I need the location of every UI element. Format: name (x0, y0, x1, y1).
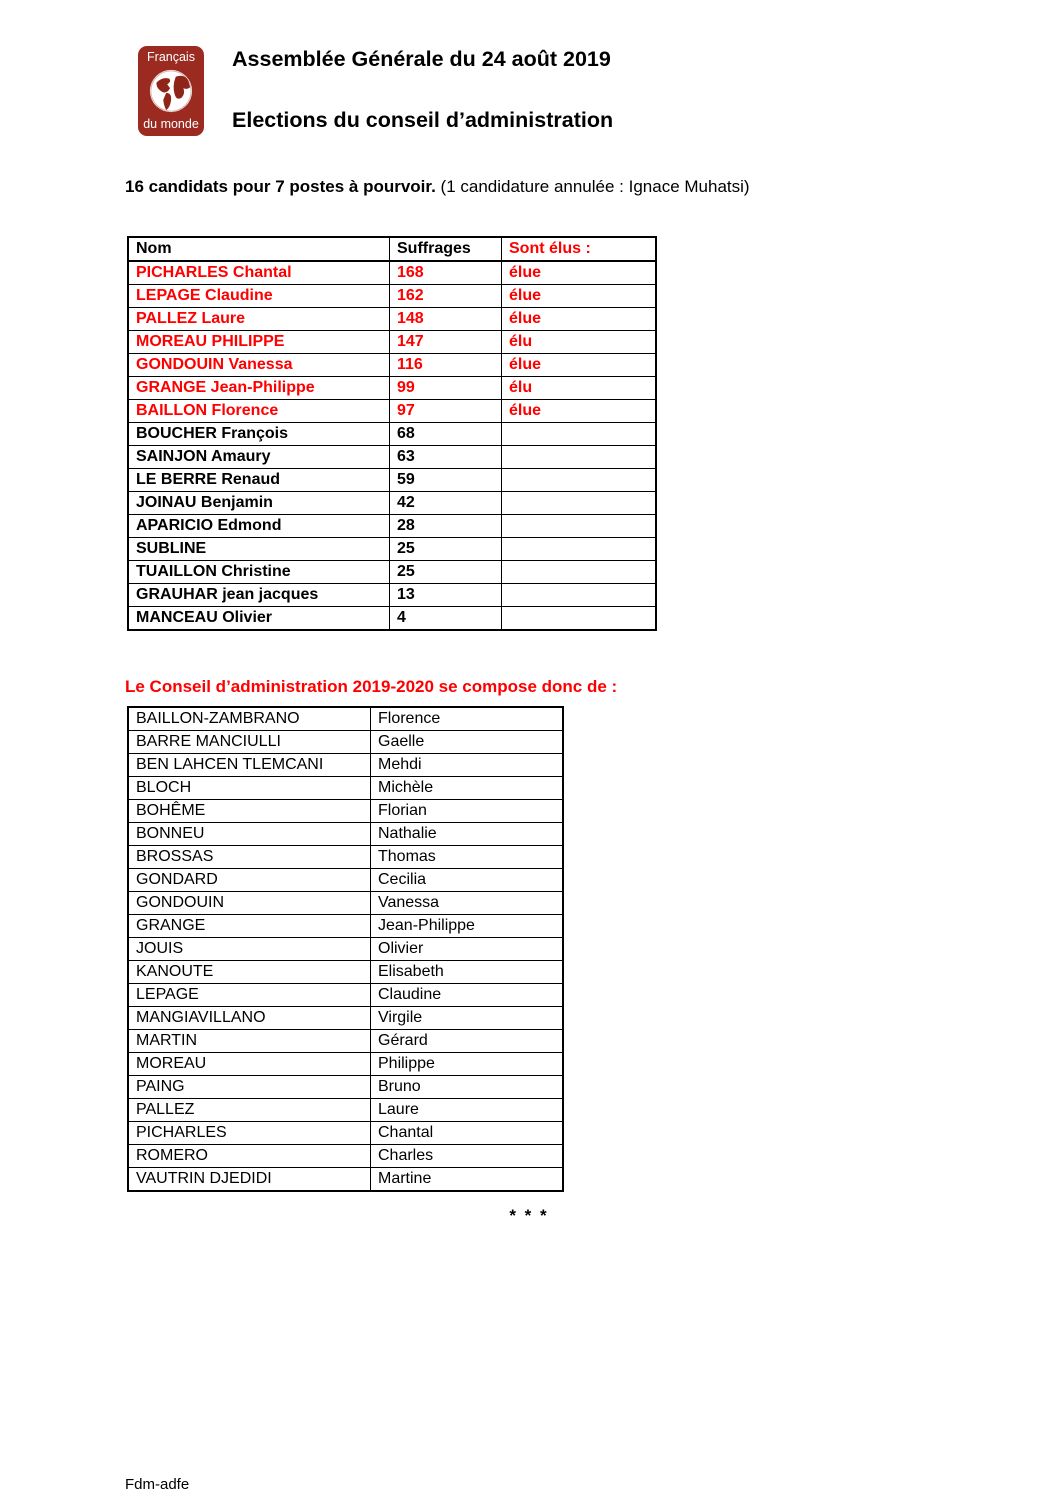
cell-votes: 25 (390, 561, 502, 584)
results-row (128, 469, 656, 492)
cell-status: élue (502, 308, 657, 331)
cell-lastname: KANOUTE (128, 961, 371, 984)
results-row (128, 285, 656, 308)
cell-votes: 59 (390, 469, 502, 492)
cell-votes: 116 (390, 354, 502, 377)
cell-firstname: Claudine (371, 984, 564, 1007)
cell-lastname: LEPAGE (128, 984, 371, 1007)
cell-status (502, 469, 657, 492)
cell-firstname: Elisabeth (371, 961, 564, 984)
cell-firstname: Gaelle (371, 731, 564, 754)
cell-lastname: MARTIN (128, 1030, 371, 1053)
results-row (128, 354, 656, 377)
results-row (128, 308, 656, 331)
results-row (128, 607, 656, 631)
cell-firstname: Jean-Philippe (371, 915, 564, 938)
logo-text-bottom: du monde (143, 117, 199, 131)
council-row (128, 1122, 563, 1145)
cell-lastname: BARRE MANCIULLI (128, 731, 371, 754)
cell-status (502, 584, 657, 607)
cell-votes: 42 (390, 492, 502, 515)
cell-firstname: Martine (371, 1168, 564, 1192)
header-sont-elus: Sont élus : (502, 237, 657, 261)
cell-firstname: Michèle (371, 777, 564, 800)
cell-firstname: Thomas (371, 846, 564, 869)
cell-votes: 99 (390, 377, 502, 400)
cell-name: SUBLINE (128, 538, 390, 561)
council-row (128, 938, 563, 961)
cell-firstname: Laure (371, 1099, 564, 1122)
cell-status: élu (502, 331, 657, 354)
cell-firstname: Vanessa (371, 892, 564, 915)
cell-lastname: BLOCH (128, 777, 371, 800)
cell-status: élu (502, 377, 657, 400)
cell-votes: 97 (390, 400, 502, 423)
cell-firstname: Philippe (371, 1053, 564, 1076)
cell-votes: 13 (390, 584, 502, 607)
cell-lastname: BEN LAHCEN TLEMCANI (128, 754, 371, 777)
results-row (128, 377, 656, 400)
cell-name: GRAUHAR jean jacques (128, 584, 390, 607)
council-row (128, 1053, 563, 1076)
cell-votes: 168 (390, 261, 502, 285)
council-row (128, 800, 563, 823)
results-row (128, 515, 656, 538)
cell-votes: 4 (390, 607, 502, 631)
results-row (128, 561, 656, 584)
cell-status (502, 423, 657, 446)
cell-firstname: Virgile (371, 1007, 564, 1030)
cell-name: APARICIO Edmond (128, 515, 390, 538)
cell-lastname: BOHÊME (128, 800, 371, 823)
cell-votes: 28 (390, 515, 502, 538)
francais-du-monde-logo (138, 46, 204, 136)
cell-name: GRANGE Jean-Philippe (128, 377, 390, 400)
results-row (128, 538, 656, 561)
council-row (128, 1145, 563, 1168)
results-row (128, 423, 656, 446)
results-table (127, 236, 657, 631)
cell-name: PICHARLES Chantal (128, 261, 390, 285)
council-row (128, 846, 563, 869)
results-header-row (128, 237, 656, 261)
cell-status: élue (502, 400, 657, 423)
results-row (128, 331, 656, 354)
cell-votes: 147 (390, 331, 502, 354)
council-row (128, 823, 563, 846)
cell-firstname: Gérard (371, 1030, 564, 1053)
page-title: Assemblée Générale du 24 août 2019 (232, 47, 611, 71)
cell-name: JOINAU Benjamin (128, 492, 390, 515)
cell-name: MANCEAU Olivier (128, 607, 390, 631)
intro-bold: 16 candidats pour 7 postes à pourvoir. (125, 177, 436, 196)
cell-status: élue (502, 354, 657, 377)
cell-firstname: Florence (371, 707, 564, 731)
cell-votes: 162 (390, 285, 502, 308)
cell-name: PALLEZ Laure (128, 308, 390, 331)
cell-status: élue (502, 285, 657, 308)
separator-asterisks: * * * (509, 1206, 549, 1225)
cell-firstname: Bruno (371, 1076, 564, 1099)
title-block (232, 46, 613, 136)
cell-name: SAINJON Amaury (128, 446, 390, 469)
cell-status (502, 561, 657, 584)
results-row (128, 584, 656, 607)
cell-lastname: BAILLON-ZAMBRANO (128, 707, 371, 731)
cell-name: LEPAGE Claudine (128, 285, 390, 308)
cell-firstname: Charles (371, 1145, 564, 1168)
page-subtitle: Elections du conseil d’administration (232, 108, 614, 132)
cell-name: LE BERRE Renaud (128, 469, 390, 492)
cell-lastname: GONDARD (128, 869, 371, 892)
cell-name: TUAILLON Christine (128, 561, 390, 584)
cell-lastname: BROSSAS (128, 846, 371, 869)
header-suffrages: Suffrages (390, 237, 502, 261)
cell-lastname: BONNEU (128, 823, 371, 846)
cell-lastname: PALLEZ (128, 1099, 371, 1122)
cell-name: GONDOUIN Vanessa (128, 354, 390, 377)
document-header (138, 46, 1058, 136)
cell-status (502, 492, 657, 515)
cell-votes: 148 (390, 308, 502, 331)
globe-icon (148, 68, 194, 114)
cell-firstname: Chantal (371, 1122, 564, 1145)
council-row (128, 1168, 563, 1192)
council-row (128, 1030, 563, 1053)
cell-firstname: Cecilia (371, 869, 564, 892)
cell-firstname: Florian (371, 800, 564, 823)
council-row (128, 869, 563, 892)
footer-text: Fdm-adfe (125, 1476, 190, 1493)
cell-lastname: MOREAU (128, 1053, 371, 1076)
cell-lastname: MANGIAVILLANO (128, 1007, 371, 1030)
cell-status (502, 538, 657, 561)
council-row (128, 707, 563, 731)
cell-status: élue (502, 261, 657, 285)
cell-lastname: GRANGE (128, 915, 371, 938)
header-nom: Nom (128, 237, 390, 261)
council-table (127, 706, 564, 1192)
council-row (128, 777, 563, 800)
cell-lastname: JOUIS (128, 938, 371, 961)
council-row (128, 1007, 563, 1030)
logo-text-top: Français (147, 50, 195, 64)
council-row (128, 1099, 563, 1122)
cell-lastname: ROMERO (128, 1145, 371, 1168)
council-row (128, 892, 563, 915)
cell-votes: 63 (390, 446, 502, 469)
council-row (128, 961, 563, 984)
cell-name: BAILLON Florence (128, 400, 390, 423)
cell-lastname: VAUTRIN DJEDIDI (128, 1168, 371, 1192)
council-row (128, 984, 563, 1007)
council-row (128, 731, 563, 754)
council-row (128, 915, 563, 938)
results-row (128, 446, 656, 469)
cell-firstname: Mehdi (371, 754, 564, 777)
cell-lastname: PAING (128, 1076, 371, 1099)
results-row (128, 492, 656, 515)
council-row (128, 754, 563, 777)
document-page (0, 46, 1058, 1497)
cell-votes: 68 (390, 423, 502, 446)
cell-name: BOUCHER François (128, 423, 390, 446)
intro-regular: (1 candidature annulée : Ignace Muhatsi) (435, 177, 750, 196)
council-row (128, 1076, 563, 1099)
cell-name: MOREAU PHILIPPE (128, 331, 390, 354)
cell-lastname: GONDOUIN (128, 892, 371, 915)
cell-lastname: PICHARLES (128, 1122, 371, 1145)
cell-status (502, 515, 657, 538)
cell-firstname: Nathalie (371, 823, 564, 846)
results-row (128, 261, 656, 285)
cell-votes: 25 (390, 538, 502, 561)
cell-status (502, 607, 657, 631)
cell-status (502, 446, 657, 469)
results-row (128, 400, 656, 423)
cell-firstname: Olivier (371, 938, 564, 961)
council-title: Le Conseil d’administration 2019-2020 se compose donc de : (125, 677, 618, 696)
intro-line (125, 176, 1058, 198)
